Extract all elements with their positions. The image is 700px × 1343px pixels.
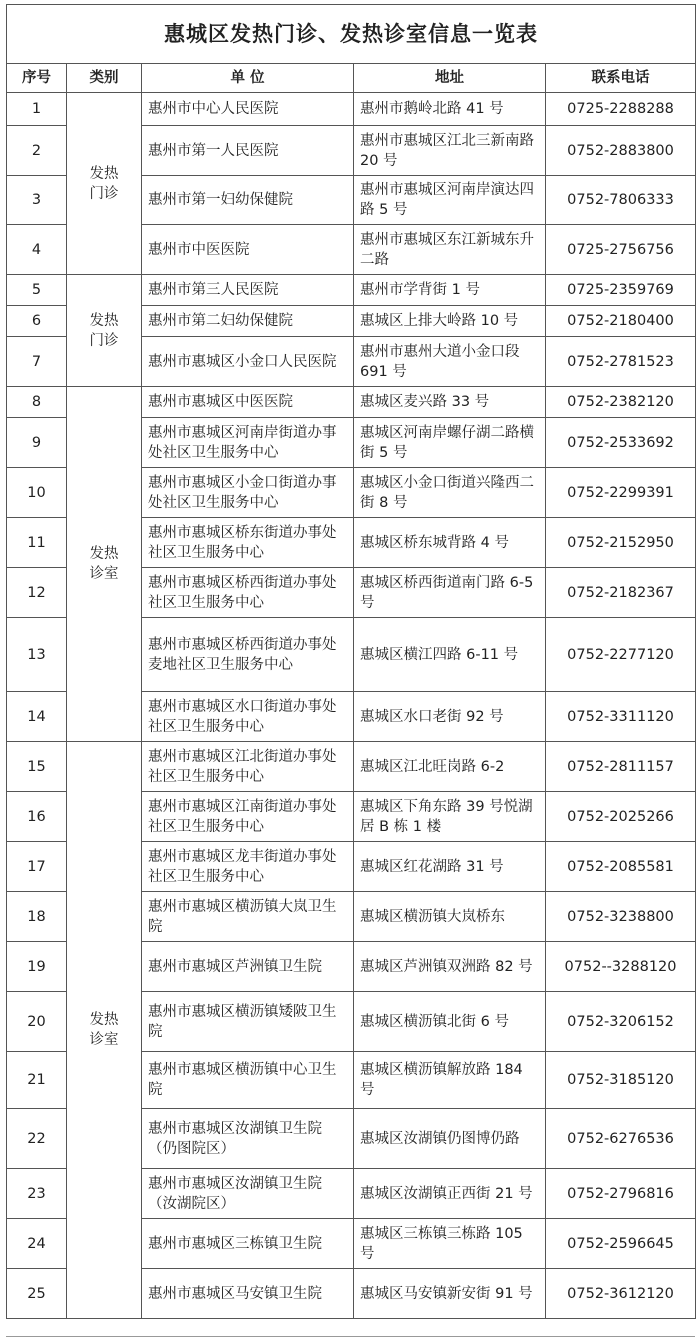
table-row bbox=[7, 275, 696, 306]
address: 惠城区红花湖路 31 号 bbox=[354, 842, 546, 892]
row-number: 5 bbox=[7, 275, 67, 306]
row-number: 11 bbox=[7, 518, 67, 568]
unit-name: 惠州市第二妇幼保健院 bbox=[142, 306, 354, 337]
address: 惠城区芦洲镇双洲路 82 号 bbox=[354, 942, 546, 992]
unit-name: 惠州市惠城区水口街道办事处社区卫生服务中心 bbox=[142, 692, 354, 742]
header-no: 序号 bbox=[7, 64, 67, 93]
address: 惠城区水口老街 92 号 bbox=[354, 692, 546, 742]
unit-name: 惠州市惠城区汝湖镇卫生院（仍图院区） bbox=[142, 1109, 354, 1169]
table-title: 惠城区发热门诊、发热诊室信息一览表 bbox=[7, 5, 696, 64]
phone-number: 0752-2180400 bbox=[546, 306, 696, 337]
header-row bbox=[7, 64, 696, 93]
address: 惠城区桥西街道南门路 6-5 号 bbox=[354, 568, 546, 618]
header-phone: 联系电话 bbox=[546, 64, 696, 93]
row-number: 2 bbox=[7, 126, 67, 176]
phone-number: 0752--3288120 bbox=[546, 942, 696, 992]
phone-number: 0752-7806333 bbox=[546, 176, 696, 225]
unit-name: 惠州市惠城区桥西街道办事处麦地社区卫生服务中心 bbox=[142, 618, 354, 692]
row-number: 4 bbox=[7, 225, 67, 275]
row-number: 19 bbox=[7, 942, 67, 992]
phone-number: 0752-3311120 bbox=[546, 692, 696, 742]
phone-number: 0752-6276536 bbox=[546, 1109, 696, 1169]
address: 惠州市惠城区江北三新南路 20 号 bbox=[354, 126, 546, 176]
phone-number: 0752-3185120 bbox=[546, 1052, 696, 1109]
row-number: 22 bbox=[7, 1109, 67, 1169]
header-unit: 单 位 bbox=[142, 64, 354, 93]
bottom-rule bbox=[6, 1336, 695, 1337]
unit-name: 惠州市惠城区汝湖镇卫生院（汝湖院区） bbox=[142, 1169, 354, 1219]
unit-name: 惠州市惠城区横沥镇中心卫生院 bbox=[142, 1052, 354, 1109]
row-number: 13 bbox=[7, 618, 67, 692]
unit-name: 惠州市惠城区三栋镇卫生院 bbox=[142, 1219, 354, 1269]
address: 惠州市学背街 1 号 bbox=[354, 275, 546, 306]
address: 惠城区横沥镇大岚桥东 bbox=[354, 892, 546, 942]
address: 惠城区下角东路 39 号悦湖居 B 栋 1 楼 bbox=[354, 792, 546, 842]
phone-number: 0752-2152950 bbox=[546, 518, 696, 568]
address: 惠州市惠州大道小金口段 691 号 bbox=[354, 337, 546, 387]
table-row bbox=[7, 93, 696, 126]
row-number: 17 bbox=[7, 842, 67, 892]
category-cell: 发热 诊室 bbox=[67, 387, 142, 742]
row-number: 9 bbox=[7, 418, 67, 468]
unit-name: 惠州市中心人民医院 bbox=[142, 93, 354, 126]
address: 惠城区上排大岭路 10 号 bbox=[354, 306, 546, 337]
row-number: 8 bbox=[7, 387, 67, 418]
address: 惠城区马安镇新安街 91 号 bbox=[354, 1269, 546, 1319]
address: 惠城区桥东城背路 4 号 bbox=[354, 518, 546, 568]
unit-name: 惠州市惠城区中医医院 bbox=[142, 387, 354, 418]
address: 惠州市惠城区河南岸演达四路 5 号 bbox=[354, 176, 546, 225]
address: 惠州市惠城区东江新城东升二路 bbox=[354, 225, 546, 275]
unit-name: 惠州市第一妇幼保健院 bbox=[142, 176, 354, 225]
phone-number: 0752-3206152 bbox=[546, 992, 696, 1052]
unit-name: 惠州市惠城区马安镇卫生院 bbox=[142, 1269, 354, 1319]
unit-name: 惠州市第三人民医院 bbox=[142, 275, 354, 306]
unit-name: 惠州市惠城区河南岸街道办事处社区卫生服务中心 bbox=[142, 418, 354, 468]
phone-number: 0752-2277120 bbox=[546, 618, 696, 692]
address: 惠城区汝湖镇仍图博仍路 bbox=[354, 1109, 546, 1169]
address: 惠城区横沥镇北街 6 号 bbox=[354, 992, 546, 1052]
phone-number: 0752-2596645 bbox=[546, 1219, 696, 1269]
address: 惠城区江北旺岗路 6-2 bbox=[354, 742, 546, 792]
unit-name: 惠州市惠城区芦洲镇卫生院 bbox=[142, 942, 354, 992]
row-number: 24 bbox=[7, 1219, 67, 1269]
header-address: 地址 bbox=[354, 64, 546, 93]
unit-name: 惠州市第一人民医院 bbox=[142, 126, 354, 176]
table-body bbox=[7, 93, 696, 1319]
row-number: 20 bbox=[7, 992, 67, 1052]
row-number: 23 bbox=[7, 1169, 67, 1219]
clinic-table bbox=[6, 4, 696, 1319]
row-number: 18 bbox=[7, 892, 67, 942]
row-number: 16 bbox=[7, 792, 67, 842]
row-number: 1 bbox=[7, 93, 67, 126]
unit-name: 惠州市惠城区桥东街道办事处社区卫生服务中心 bbox=[142, 518, 354, 568]
row-number: 3 bbox=[7, 176, 67, 225]
category-cell: 发热 诊室 bbox=[67, 742, 142, 1319]
row-number: 10 bbox=[7, 468, 67, 518]
phone-number: 0752-2025266 bbox=[546, 792, 696, 842]
phone-number: 0752-3612120 bbox=[546, 1269, 696, 1319]
row-number: 12 bbox=[7, 568, 67, 618]
phone-number: 0725-2756756 bbox=[546, 225, 696, 275]
info-sheet bbox=[6, 4, 695, 1319]
row-number: 7 bbox=[7, 337, 67, 387]
row-number: 6 bbox=[7, 306, 67, 337]
row-number: 21 bbox=[7, 1052, 67, 1109]
address: 惠城区麦兴路 33 号 bbox=[354, 387, 546, 418]
phone-number: 0752-2883800 bbox=[546, 126, 696, 176]
unit-name: 惠州市惠城区桥西街道办事处社区卫生服务中心 bbox=[142, 568, 354, 618]
phone-number: 0752-2796816 bbox=[546, 1169, 696, 1219]
address: 惠城区小金口街道兴隆西二街 8 号 bbox=[354, 468, 546, 518]
phone-number: 0725-2288288 bbox=[546, 93, 696, 126]
address: 惠城区横江四路 6-11 号 bbox=[354, 618, 546, 692]
category-cell: 发热 门诊 bbox=[67, 93, 142, 275]
category-cell: 发热 门诊 bbox=[67, 275, 142, 387]
header-category: 类别 bbox=[67, 64, 142, 93]
row-number: 15 bbox=[7, 742, 67, 792]
phone-number: 0725-2359769 bbox=[546, 275, 696, 306]
row-number: 14 bbox=[7, 692, 67, 742]
table-row bbox=[7, 742, 696, 792]
phone-number: 0752-2299391 bbox=[546, 468, 696, 518]
phone-number: 0752-2182367 bbox=[546, 568, 696, 618]
address: 惠城区河南岸螺仔湖二路横街 5 号 bbox=[354, 418, 546, 468]
unit-name: 惠州市惠城区江北街道办事处社区卫生服务中心 bbox=[142, 742, 354, 792]
unit-name: 惠州市惠城区小金口街道办事处社区卫生服务中心 bbox=[142, 468, 354, 518]
unit-name: 惠州市惠城区横沥镇矮陂卫生院 bbox=[142, 992, 354, 1052]
unit-name: 惠州市惠城区小金口人民医院 bbox=[142, 337, 354, 387]
phone-number: 0752-2533692 bbox=[546, 418, 696, 468]
address: 惠城区横沥镇解放路 184 号 bbox=[354, 1052, 546, 1109]
phone-number: 0752-2811157 bbox=[546, 742, 696, 792]
row-number: 25 bbox=[7, 1269, 67, 1319]
unit-name: 惠州市惠城区江南街道办事处社区卫生服务中心 bbox=[142, 792, 354, 842]
table-row bbox=[7, 387, 696, 418]
unit-name: 惠州市惠城区横沥镇大岚卫生院 bbox=[142, 892, 354, 942]
address: 惠城区汝湖镇正西街 21 号 bbox=[354, 1169, 546, 1219]
unit-name: 惠州市中医医院 bbox=[142, 225, 354, 275]
address: 惠州市鹅岭北路 41 号 bbox=[354, 93, 546, 126]
phone-number: 0752-2382120 bbox=[546, 387, 696, 418]
phone-number: 0752-2085581 bbox=[546, 842, 696, 892]
unit-name: 惠州市惠城区龙丰街道办事处社区卫生服务中心 bbox=[142, 842, 354, 892]
phone-number: 0752-2781523 bbox=[546, 337, 696, 387]
address: 惠城区三栋镇三栋路 105 号 bbox=[354, 1219, 546, 1269]
phone-number: 0752-3238800 bbox=[546, 892, 696, 942]
